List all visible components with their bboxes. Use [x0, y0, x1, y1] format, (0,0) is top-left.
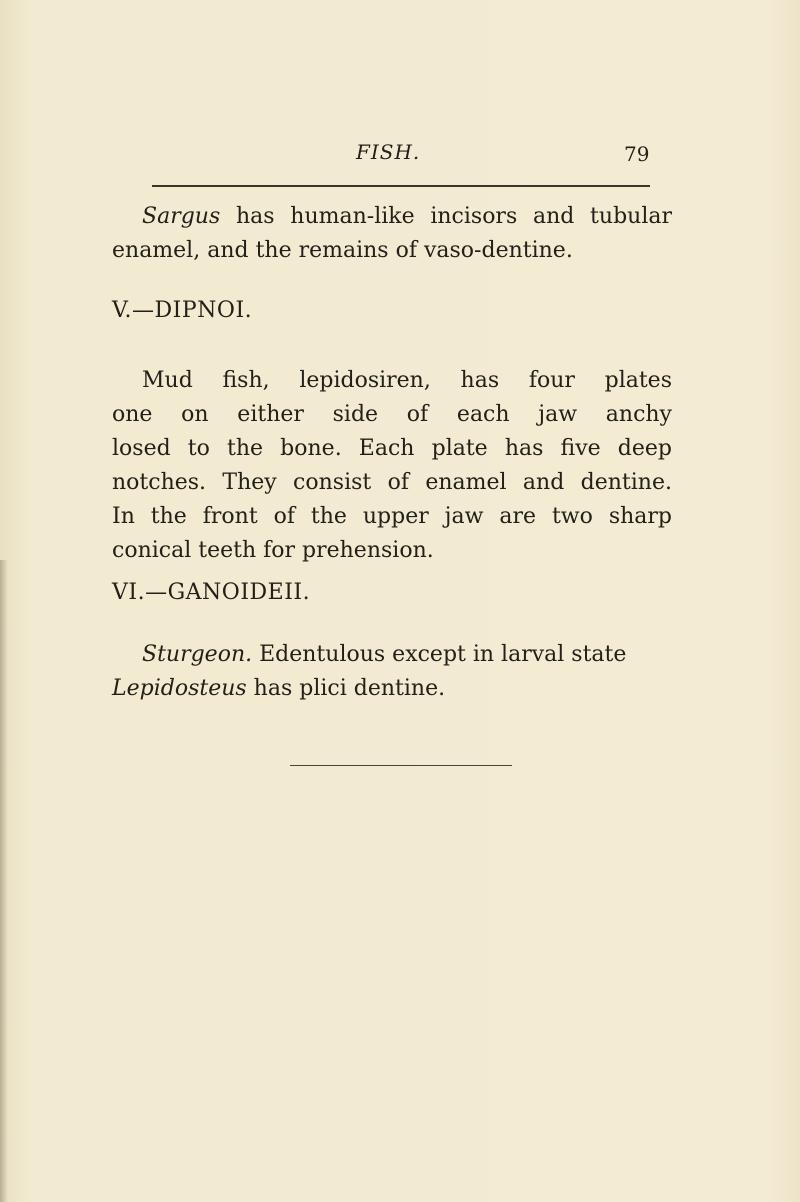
paragraph-ganoideii — [112, 638, 672, 706]
text-line: Mud fish, lepidosiren, has four plates — [142, 368, 672, 393]
text-line — [112, 200, 672, 234]
text-line: enamel, and the remains of vaso-dentine. — [112, 238, 573, 263]
text-line: conical teeth for prehension. — [112, 538, 434, 563]
text-line: losed to the bone. Each plate has five deep — [112, 436, 672, 461]
running-title: FISH. — [356, 140, 421, 164]
running-head — [0, 140, 800, 170]
species-name: Lepidosteus — [112, 676, 247, 701]
text-line: notches. They consist of enamel and dentine. — [112, 470, 672, 495]
paragraph-sargus — [112, 200, 672, 268]
section-heading-ganoideii: VI.—GANOIDEII. — [112, 580, 311, 605]
paragraph-dipnoi — [112, 364, 672, 568]
text-line: In the front of the upper jaw are two sharp — [112, 504, 672, 529]
page-edge-shadow — [0, 560, 8, 1202]
text-fragment: has human-like incisors and tubular — [220, 204, 672, 229]
section-heading-dipnoi: V.—DIPNOI. — [112, 298, 253, 323]
text-line — [112, 672, 672, 706]
header-rule — [152, 185, 650, 187]
page-number: 79 — [624, 142, 650, 166]
text-fragment: has plici dentine. — [246, 676, 446, 701]
text-fragment: Edentulous except in larval state — [252, 642, 627, 667]
species-name: Sturgeon. — [142, 642, 253, 667]
species-name: Sargus — [142, 204, 221, 229]
text-line: one on either side of each jaw anchy — [112, 402, 672, 427]
text-line — [112, 638, 672, 672]
section-end-rule — [290, 765, 512, 766]
